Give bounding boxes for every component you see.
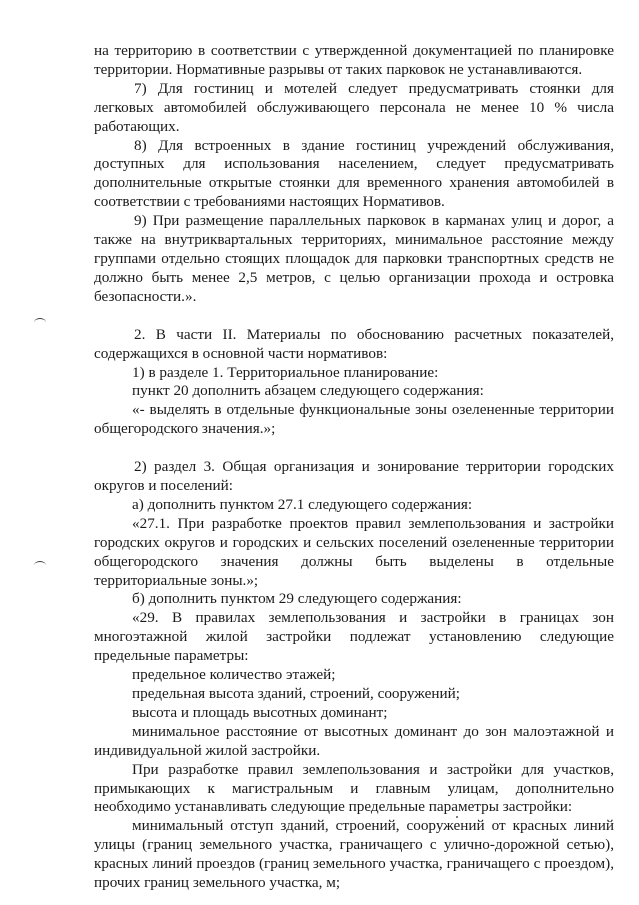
paragraph: минимальный отступ зданий, строений, сооружений от красных линий улицы (границ земельного участка, граничащего с улично-дорожной сетью), красных линий проездов (границ земельного участка, граничащего с проездом), прочих границ земельного участка, м;	[94, 817, 614, 892]
paragraph: пункт 20 дополнить абзацем следующего содержания:	[132, 382, 484, 400]
paragraph: на территорию в соответствии с утвержденной документацией по планировке территории. Нормативные разрывы от таких парковок не устанавливаются.	[94, 42, 614, 78]
paragraph: предельное количество этажей;	[132, 666, 336, 684]
paragraph: «- выделять в отдельные функциональные зоны озелененные территории общегородского значения.»;	[94, 401, 614, 438]
paragraph: высота и площадь высотных доминант;	[132, 703, 388, 721]
paragraph: «29. В правилах землепользования и застройки в границах зон многоэтажной жилой застройки подлежат установлению следующие предельные параметры:	[94, 609, 614, 665]
paragraph: б) дополнить пунктом 29 следующего содержания:	[132, 590, 462, 608]
paragraph: 7) Для гостиниц и мотелей следует предусматривать стоянки для легковых автомобилей обслуживающего персонала не менее 10 % числа работающих.	[94, 79, 614, 135]
paragraph: 2) раздел 3. Общая организация и зонирование территории городских округов и поселений:	[94, 458, 614, 495]
paragraph: минимальное расстояние от высотных доминант до зон малоэтажной и индивидуальной жилой застройки.	[94, 722, 614, 759]
paragraph: 2. В части II. Материалы по обоснованию расчетных показателей, содержащихся в основной части нормативов:	[94, 325, 614, 362]
spacer	[94, 439, 614, 458]
paragraph: а) дополнить пунктом 27.1 следующего содержания:	[132, 495, 473, 513]
paragraph: 1) в разделе 1. Территориальное планирование:	[132, 363, 439, 381]
document-body	[94, 42, 614, 893]
paragraph: 8) Для встроенных в здание гостиниц учреждений обслуживания, доступных для использования населением, следует предусматривать дополнительные открытые стоянки для временного хранения автомобилей в соответствии с требованиями настоящих Нормативов.	[94, 136, 614, 211]
scan-mark-bottom	[34, 561, 46, 570]
paragraph: 9) При размещение параллельных парковок в карманах улиц и дорог, а также на внутриквартальных территориях, минимальное расстояние между группами отдельно стоящих площадок для парковки транспортных средств не должно быть менее 2,5 метров, с целью организации прохода и островка безопасности.».	[94, 212, 614, 305]
paragraph: «27.1. При разработке проектов правил землепользования и застройки городских округов и городских и сельских поселений озелененные территории общегородского значения должны быть выделены в отдельные территориальные зоны.»;	[94, 514, 614, 589]
spacer	[94, 307, 614, 326]
scan-mark-top	[34, 318, 46, 327]
paragraph: предельная высота зданий, строений, сооружений;	[132, 685, 460, 702]
paragraph: При разработке правил землепользования и застройки для участков, примыкающих к магистральным и главным улицам, дополнительно необходимо устанавливать следующие предельные параметры застройки:	[94, 760, 614, 816]
